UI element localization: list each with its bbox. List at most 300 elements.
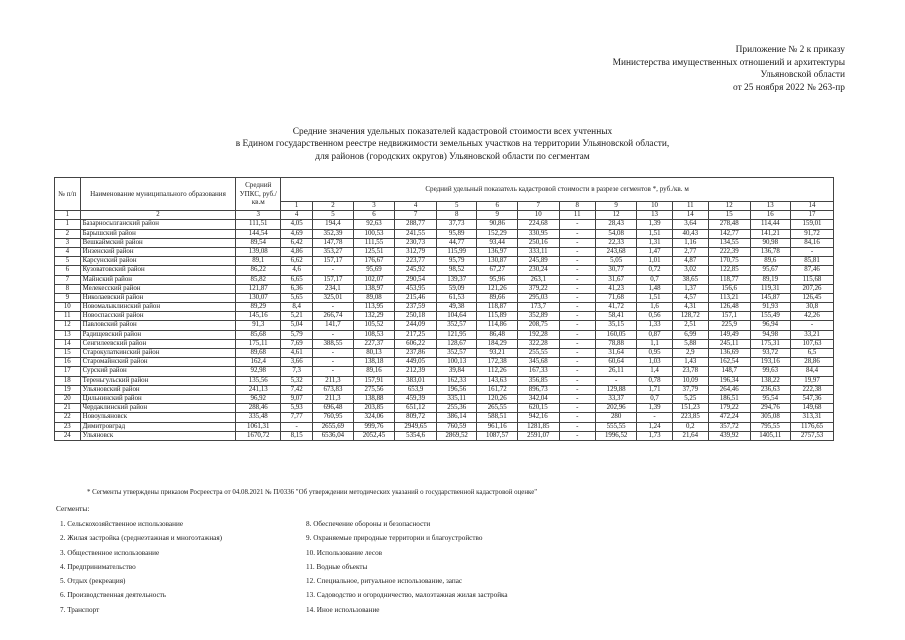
value-cell: 330,95 <box>517 229 559 238</box>
value-cell: 1,39 <box>637 220 672 229</box>
value-cell: 175,11 <box>236 339 281 348</box>
value-cell: 80,13 <box>353 349 395 358</box>
value-cell: 673,83 <box>313 385 354 394</box>
value-cell: 2591,07 <box>517 431 559 440</box>
value-cell: 179,22 <box>708 404 750 413</box>
value-cell: 1,51 <box>637 293 672 302</box>
value-cell: 128,72 <box>672 312 708 321</box>
value-cell: 159,01 <box>791 220 834 229</box>
value-cell: 49,38 <box>436 303 477 312</box>
value-cell: 67,27 <box>477 266 518 275</box>
value-cell: - <box>313 303 354 312</box>
value-cell: 386,14 <box>436 413 477 422</box>
value-cell: 760,95 <box>313 413 354 422</box>
district-name-cell: Сенгилеевский район <box>80 339 236 348</box>
value-cell: 2,77 <box>672 247 708 256</box>
value-cell: 1405,11 <box>750 431 791 440</box>
appendix-line: от 25 ноября 2022 № 263-пр <box>733 82 845 93</box>
header-column-number: 7 <box>395 211 437 220</box>
value-cell: 90,86 <box>477 220 518 229</box>
table-row <box>55 367 834 376</box>
segment-item: 13. Садоводство и огородничество, малоэтажная жилая застройка <box>306 591 508 600</box>
value-cell: 4,87 <box>672 257 708 266</box>
value-cell: - <box>313 358 354 367</box>
value-cell: 288,77 <box>395 220 437 229</box>
value-cell: - <box>559 238 595 247</box>
value-cell: 132,29 <box>353 312 395 321</box>
table-row <box>55 404 834 413</box>
table-row <box>55 303 834 312</box>
value-cell: 6,5 <box>791 349 834 358</box>
value-cell: 136,97 <box>477 247 518 256</box>
value-cell: 119,31 <box>750 284 791 293</box>
value-cell: 99,63 <box>750 367 791 376</box>
document-title <box>0 126 905 163</box>
appendix-line: Ульяновской области <box>760 70 845 81</box>
value-cell: 176,67 <box>353 257 395 266</box>
value-cell: 115,99 <box>436 247 477 256</box>
value-cell: - <box>559 229 595 238</box>
district-name-cell: Ульяновск <box>80 431 236 440</box>
value-cell: 160,05 <box>595 330 637 339</box>
value-cell: 1996,52 <box>595 431 637 440</box>
value-cell: - <box>559 321 595 330</box>
value-cell: 211,3 <box>313 394 354 403</box>
value-cell: 305,08 <box>750 413 791 422</box>
value-cell: 1,1 <box>637 339 672 348</box>
table-row <box>55 431 834 440</box>
value-cell: 120,26 <box>477 394 518 403</box>
header-segment-number: 13 <box>750 202 791 211</box>
header-segment-number: 7 <box>517 202 559 211</box>
value-cell: 78,88 <box>595 339 637 348</box>
value-cell: - <box>559 312 595 321</box>
value-cell: 111,55 <box>353 238 395 247</box>
row-number-cell: 12 <box>55 321 81 330</box>
value-cell: 312,79 <box>395 247 437 256</box>
value-cell: 555,55 <box>595 422 637 431</box>
district-name-cell: Майнский район <box>80 275 236 284</box>
value-cell: 942,16 <box>517 413 559 422</box>
value-cell: 28,43 <box>595 220 637 229</box>
value-cell: 98,52 <box>436 266 477 275</box>
value-cell: 352,89 <box>517 312 559 321</box>
value-cell: 141,21 <box>750 229 791 238</box>
value-cell: 60,64 <box>595 358 637 367</box>
header-segment-number: 14 <box>791 202 834 211</box>
value-cell: 89,54 <box>236 238 281 247</box>
value-cell: 202,96 <box>595 404 637 413</box>
title-line: для районов (городских округов) Ульяновской области по сегментам <box>315 151 590 162</box>
value-cell: 335,48 <box>236 413 281 422</box>
value-cell: 3,02 <box>672 266 708 275</box>
value-cell: 105,52 <box>353 321 395 330</box>
value-cell: 2757,53 <box>791 431 834 440</box>
header-segment-number: 6 <box>477 202 518 211</box>
row-number-cell: 21 <box>55 404 81 413</box>
value-cell: 324,06 <box>353 413 395 422</box>
value-cell: 547,36 <box>791 394 834 403</box>
value-cell: 121,87 <box>236 284 281 293</box>
value-cell: 42,26 <box>791 312 834 321</box>
value-cell: 39,84 <box>436 367 477 376</box>
value-cell: - <box>559 367 595 376</box>
value-cell: 215,46 <box>395 293 437 302</box>
district-name-cell: Павловский район <box>80 321 236 330</box>
value-cell: 184,29 <box>477 339 518 348</box>
value-cell: 352,57 <box>436 321 477 330</box>
value-cell: - <box>595 376 637 385</box>
value-cell: 4,57 <box>672 293 708 302</box>
value-cell: 0,78 <box>637 376 672 385</box>
value-cell: 85,82 <box>236 275 281 284</box>
value-cell: 145,87 <box>750 293 791 302</box>
value-cell: - <box>559 303 595 312</box>
value-cell: - <box>559 413 595 422</box>
value-cell: 175,31 <box>750 339 791 348</box>
district-name-cell: Николаевский район <box>80 293 236 302</box>
value-cell: 141,7 <box>313 321 354 330</box>
value-cell: 136,69 <box>708 349 750 358</box>
value-cell: 999,76 <box>353 422 395 431</box>
value-cell: 4,61 <box>281 349 313 358</box>
district-name-cell: Мелекесский район <box>80 284 236 293</box>
value-cell: 4,86 <box>281 247 313 256</box>
value-cell: 2,51 <box>672 321 708 330</box>
value-cell: 10,09 <box>672 376 708 385</box>
value-cell: 95,54 <box>750 394 791 403</box>
value-cell: 244,09 <box>395 321 437 330</box>
row-number-cell: 19 <box>55 385 81 394</box>
value-cell: 84,16 <box>791 238 834 247</box>
value-cell: 122,85 <box>708 266 750 275</box>
value-cell: 85,68 <box>236 330 281 339</box>
header-segment-number: 9 <box>595 202 637 211</box>
value-cell: 5,79 <box>281 330 313 339</box>
value-cell: 245,89 <box>517 257 559 266</box>
segment-item: 14. Иное использование <box>306 605 380 614</box>
value-cell: 114,86 <box>477 321 518 330</box>
row-number-cell: 5 <box>55 257 81 266</box>
value-cell: - <box>559 266 595 275</box>
value-cell: 96,92 <box>236 394 281 403</box>
value-cell: 157,91 <box>353 376 395 385</box>
value-cell: 144,54 <box>236 229 281 238</box>
value-cell: 114,44 <box>750 220 791 229</box>
value-cell: 288,46 <box>236 404 281 413</box>
value-cell: 91,72 <box>791 229 834 238</box>
value-cell: 138,97 <box>353 284 395 293</box>
value-cell: 8,15 <box>281 431 313 440</box>
value-cell: 89,29 <box>236 303 281 312</box>
value-cell: 2869,52 <box>436 431 477 440</box>
value-cell: 1,73 <box>637 431 672 440</box>
value-cell: 383,01 <box>395 376 437 385</box>
value-cell: 139,08 <box>236 247 281 256</box>
value-cell: 223,77 <box>395 257 437 266</box>
value-cell: 8,4 <box>281 303 313 312</box>
district-name-cell: Вешкаймский район <box>80 238 236 247</box>
header-column-number: 4 <box>281 211 313 220</box>
header-column-number: 2 <box>80 211 236 220</box>
value-cell: 4,31 <box>672 303 708 312</box>
value-cell: 264,46 <box>708 385 750 394</box>
value-cell: 138,18 <box>353 358 395 367</box>
row-number-cell: 10 <box>55 303 81 312</box>
value-cell: 4,6 <box>281 266 313 275</box>
header-row-column-numbers <box>55 211 834 220</box>
value-cell: - <box>313 330 354 339</box>
value-cell: 58,41 <box>595 312 637 321</box>
value-cell: 193,16 <box>750 358 791 367</box>
value-cell: 186,51 <box>708 394 750 403</box>
value-cell: 379,22 <box>517 284 559 293</box>
table-row <box>55 358 834 367</box>
value-cell: 961,16 <box>477 422 518 431</box>
value-cell: 208,75 <box>517 321 559 330</box>
title-line: в Едином государственном реестре недвижимости земельных участков на территории Ульяновской области, <box>235 139 670 150</box>
value-cell: 130,07 <box>236 293 281 302</box>
district-name-cell: Инзенский район <box>80 247 236 256</box>
row-number-cell: 13 <box>55 330 81 339</box>
table-row <box>55 266 834 275</box>
header-column-number: 12 <box>595 211 637 220</box>
value-cell: 1,51 <box>637 229 672 238</box>
value-cell: 294,76 <box>750 404 791 413</box>
value-cell: 22,33 <box>595 238 637 247</box>
value-cell: 28,86 <box>791 358 834 367</box>
value-cell: 134,55 <box>708 238 750 247</box>
district-name-cell: Чердаклинский район <box>80 404 236 413</box>
value-cell: 459,39 <box>395 394 437 403</box>
value-cell: 89,68 <box>236 349 281 358</box>
value-cell: - <box>559 376 595 385</box>
header-column-number: 15 <box>708 211 750 220</box>
cadastral-value-table <box>54 177 834 441</box>
segments-list-right <box>306 517 508 617</box>
value-cell: 222,38 <box>791 385 834 394</box>
district-name-cell: Карсунский район <box>80 257 236 266</box>
row-number-cell: 23 <box>55 422 81 431</box>
value-cell: 196,56 <box>436 385 477 394</box>
value-cell: 2655,69 <box>313 422 354 431</box>
value-cell: 95,67 <box>750 266 791 275</box>
value-cell: 241,55 <box>395 229 437 238</box>
value-cell: - <box>559 275 595 284</box>
value-cell: 96,94 <box>750 321 791 330</box>
value-cell: 41,72 <box>595 303 637 312</box>
value-cell: 23,78 <box>672 367 708 376</box>
district-name-cell: Цильнинский район <box>80 394 236 403</box>
value-cell: 118,87 <box>477 303 518 312</box>
value-cell: 136,78 <box>750 247 791 256</box>
value-cell: 295,03 <box>517 293 559 302</box>
value-cell: 87,46 <box>791 266 834 275</box>
value-cell: 651,12 <box>395 404 437 413</box>
value-cell: 192,28 <box>517 330 559 339</box>
value-cell: 156,6 <box>708 284 750 293</box>
district-name-cell: Новоульяновск <box>80 413 236 422</box>
district-name-cell: Радищевский район <box>80 330 236 339</box>
value-cell: 118,77 <box>708 275 750 284</box>
value-cell: - <box>559 284 595 293</box>
value-cell: 139,37 <box>436 275 477 284</box>
value-cell: 89,19 <box>750 275 791 284</box>
value-cell: 89,16 <box>353 367 395 376</box>
value-cell: 108,53 <box>353 330 395 339</box>
district-name-cell: Тереньгульский район <box>80 376 236 385</box>
value-cell: 2052,45 <box>353 431 395 440</box>
header-column-number: 6 <box>353 211 395 220</box>
table-body <box>55 220 834 441</box>
row-number-cell: 1 <box>55 220 81 229</box>
table-row <box>55 312 834 321</box>
value-cell: 89,6 <box>750 257 791 266</box>
header-segment-number: 5 <box>436 202 477 211</box>
row-number-cell: 24 <box>55 431 81 440</box>
district-name-cell: Старомайнский район <box>80 358 236 367</box>
header-column-number: 13 <box>637 211 672 220</box>
value-cell: 1,16 <box>672 238 708 247</box>
value-cell: 30,77 <box>595 266 637 275</box>
value-cell: 234,1 <box>313 284 354 293</box>
value-cell: 223,85 <box>672 413 708 422</box>
value-cell: 217,25 <box>395 330 437 339</box>
value-cell: 26,11 <box>595 367 637 376</box>
value-cell: 89,66 <box>477 293 518 302</box>
value-cell: 59,09 <box>436 284 477 293</box>
value-cell: 107,63 <box>791 339 834 348</box>
table-row <box>55 238 834 247</box>
segment-item: 3. Общественное использование <box>60 548 160 557</box>
title-line: Средние значения удельных показателей кадастровой стоимости всех учтенных <box>292 127 613 137</box>
value-cell: 162,33 <box>436 376 477 385</box>
header-column-number: 8 <box>436 211 477 220</box>
segment-item: 1. Сельскохозяйственное использование <box>60 520 184 528</box>
value-cell: 138,22 <box>750 376 791 385</box>
value-cell: 71,68 <box>595 293 637 302</box>
row-number-cell: 22 <box>55 413 81 422</box>
value-cell: 31,64 <box>595 349 637 358</box>
value-cell: 255,55 <box>517 349 559 358</box>
value-cell: 212,39 <box>395 367 437 376</box>
value-cell: - <box>559 385 595 394</box>
value-cell: 0,2 <box>672 422 708 431</box>
header-column-number: 11 <box>559 211 595 220</box>
table-row <box>55 413 834 422</box>
row-number-cell: 3 <box>55 238 81 247</box>
value-cell: 128,67 <box>436 339 477 348</box>
value-cell: 620,15 <box>517 404 559 413</box>
table-row <box>55 229 834 238</box>
value-cell: 194,4 <box>313 220 354 229</box>
value-cell: 263,1 <box>517 275 559 284</box>
appendix-line: Министерства имущественных отношений и архитектуры <box>612 57 845 68</box>
district-name-cell: Базарносызганский район <box>80 220 236 229</box>
header-segment-number: 4 <box>395 202 437 211</box>
value-cell: 222,39 <box>708 247 750 256</box>
value-cell: 41,23 <box>595 284 637 293</box>
value-cell: - <box>313 367 354 376</box>
value-cell: 126,48 <box>708 303 750 312</box>
row-number-cell: 11 <box>55 312 81 321</box>
value-cell: - <box>281 422 313 431</box>
value-cell: 5,04 <box>281 321 313 330</box>
value-cell: 760,59 <box>436 422 477 431</box>
value-cell: 86,22 <box>236 266 281 275</box>
header-column-number: 1 <box>55 211 81 220</box>
table-row <box>55 394 834 403</box>
value-cell: 19,97 <box>791 376 834 385</box>
value-cell: 7,42 <box>281 385 313 394</box>
segment-item: 12. Специальное, ритуальное использование, запас <box>306 577 463 586</box>
value-cell: 54,08 <box>595 229 637 238</box>
table-row <box>55 293 834 302</box>
value-cell: 102,07 <box>353 275 395 284</box>
value-cell: 230,24 <box>517 266 559 275</box>
value-cell: 439,92 <box>708 431 750 440</box>
value-cell: 44,77 <box>436 238 477 247</box>
value-cell: 129,88 <box>595 385 637 394</box>
value-cell: 211,3 <box>313 376 354 385</box>
value-cell: 115,68 <box>791 275 834 284</box>
value-cell: 38,65 <box>672 275 708 284</box>
value-cell: 126,45 <box>791 293 834 302</box>
value-cell: 33,37 <box>595 394 637 403</box>
value-cell: 1281,85 <box>517 422 559 431</box>
district-name-cell: Старокулаткинский район <box>80 349 236 358</box>
value-cell: 135,56 <box>236 376 281 385</box>
value-cell: 35,15 <box>595 321 637 330</box>
value-cell: 237,59 <box>395 303 437 312</box>
header-segment-number: 11 <box>672 202 708 211</box>
value-cell: 5,05 <box>595 257 637 266</box>
value-cell: 696,48 <box>313 404 354 413</box>
value-cell: 2,9 <box>672 349 708 358</box>
value-cell: 37,73 <box>436 220 477 229</box>
value-cell: 357,72 <box>708 422 750 431</box>
value-cell: 95,69 <box>353 266 395 275</box>
row-number-cell: 15 <box>55 349 81 358</box>
value-cell: 7,69 <box>281 339 313 348</box>
segment-item: 9. Охраняемые природные территории и благоустройство <box>306 534 483 543</box>
value-cell: 1,24 <box>637 422 672 431</box>
value-cell: 93,44 <box>477 238 518 247</box>
value-cell: 333,11 <box>517 247 559 256</box>
value-cell: - <box>791 247 834 256</box>
value-cell: 250,18 <box>395 312 437 321</box>
value-cell: 1,43 <box>672 358 708 367</box>
value-cell: 4,05 <box>281 220 313 229</box>
value-cell: 225,9 <box>708 321 750 330</box>
value-cell: 95,96 <box>477 275 518 284</box>
value-cell: 241,13 <box>236 385 281 394</box>
value-cell: 92,63 <box>353 220 395 229</box>
district-name-cell: Сурский район <box>80 367 236 376</box>
value-cell: 353,27 <box>313 247 354 256</box>
value-cell: 1,01 <box>637 257 672 266</box>
table-row <box>55 376 834 385</box>
value-cell: 1087,57 <box>477 431 518 440</box>
value-cell: 224,68 <box>517 220 559 229</box>
value-cell: 313,31 <box>791 413 834 422</box>
segment-item: 10. Использование лесов <box>306 548 383 557</box>
value-cell: 5,25 <box>672 394 708 403</box>
value-cell: - <box>313 266 354 275</box>
row-number-cell: 7 <box>55 275 81 284</box>
value-cell: 0,7 <box>637 275 672 284</box>
value-cell: 121,26 <box>477 284 518 293</box>
